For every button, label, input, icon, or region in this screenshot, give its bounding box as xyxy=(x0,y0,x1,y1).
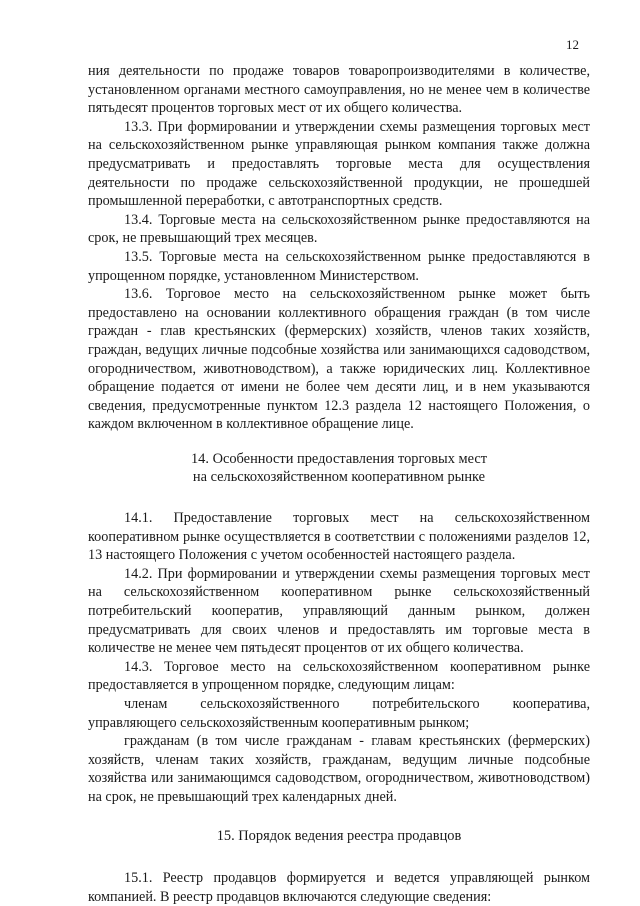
section-heading-line: 15. Порядок ведения реестра продавцов xyxy=(216,827,462,844)
paragraph: гражданам (в том числе гражданам - главам крестьянских (фермерских) хозяйств, членам таких хозяйств, гражданам, ведущим личные подсобные хозяйства или занимающимся садоводством, огородничеством, животноводством) на срок, не превышающий трех календарных дней. xyxy=(88,733,590,805)
paragraph: 13.6. Торговое место на сельскохозяйственном рынке может быть предоставлено на основании коллективного обращения граждан (в том числе граждан - глав крестьянских (фермерских) хозяйств, членов таких хозяйств, граждан, ведущих личные подсобные хозяйства или занимающихся садоводством, огородничеством, животноводством), а также юридических лиц. Коллективное обращение подается от имени не более чем десяти лиц, и в нем указываются сведения, предусмотренные пунктом 12.3 раздела 12 настоящего Положения, о каждом включенном в коллективное обращение лице. xyxy=(88,286,590,433)
section-heading xyxy=(88,450,590,487)
document-body xyxy=(88,62,590,906)
paragraph: 14.1. Предоставление торговых мест на сельскохозяйственном кооперативном рынке осуществляется в соответствии с положениями разделов 12, 13 настоящего Положения с учетом особенностей настоящего раздела. xyxy=(88,510,590,564)
paragraph: ния деятельности по продаже товаров товаропроизводителями в количестве, установленном органами местного самоуправления, но не менее чем в количестве пятьдесят процентов торговых мест от их общего количества. xyxy=(88,63,590,117)
paragraph: 15.1. Реестр продавцов формируется и ведется управляющей рынком компанией. В реестр продавцов включаются следующие сведения: xyxy=(88,870,590,905)
paragraph: 14.3. Торговое место на сельскохозяйственном кооперативном рынке предоставляется в упрощенном порядке, следующим лицам: xyxy=(88,658,590,694)
paragraph: 13.5. Торговые места на сельскохозяйственном рынке предоставляются в упрощенном порядке, установленном Министерством. xyxy=(88,248,590,284)
section-heading-line: на сельскохозяйственном кооперативном рынке xyxy=(192,469,486,486)
paragraph: 13.3. При формировании и утверждении схемы размещения торговых мест на сельскохозяйственном рынке управляющая рынком компания также должна предусматривать и предоставлять торговые места для осуществления деятельности по продаже сельскохозяйственной продукции, не прошедшей промышленной переработки, с автотранспортных средств. xyxy=(88,118,590,210)
page-number: 12 xyxy=(566,37,579,52)
section-heading-line: 14. Особенности предоставления торговых мест xyxy=(190,450,488,467)
section-heading xyxy=(88,827,590,846)
paragraph: 14.2. При формировании и утверждении схемы размещения торговых мест на сельскохозяйственном кооперативном рынке сельскохозяйственный потребительский кооператив, управляющий данным рынком, должен предусматривать для своих членов и предоставлять им торговые места в количестве не менее чем пятьдесят процентов от их общего количества. xyxy=(88,565,590,657)
paragraph: членам сельскохозяйственного потребительского кооператива, управляющего сельскохозяйственным кооперативным рынком; xyxy=(88,696,590,731)
paragraph: 13.4. Торговые места на сельскохозяйственном рынке предоставляются на срок, не превышающий трех месяцев. xyxy=(88,211,590,247)
